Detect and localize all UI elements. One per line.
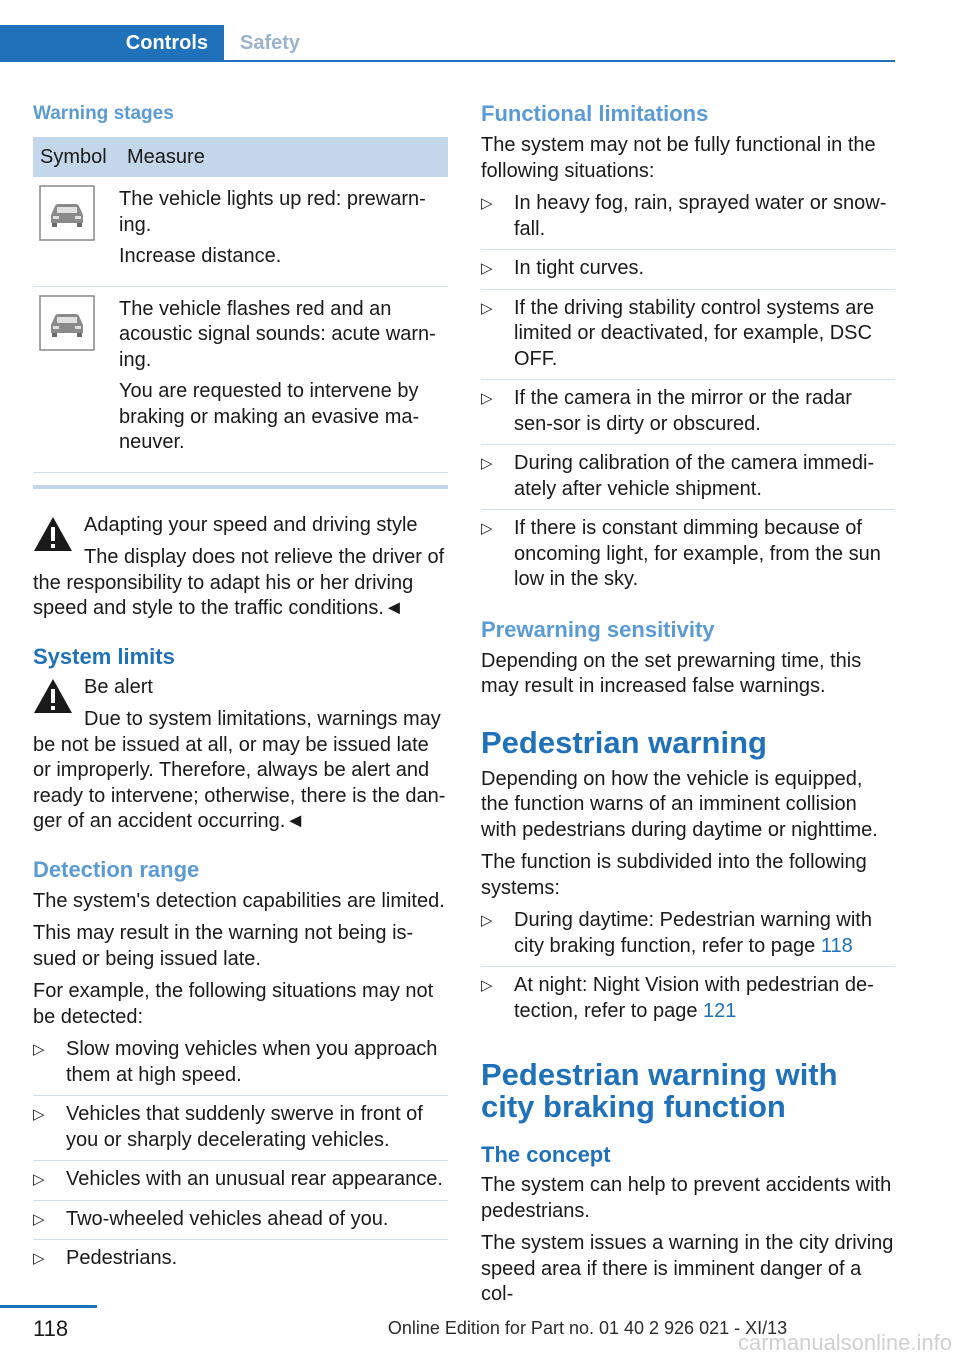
bullet-triangle-icon: ▷ [33, 1171, 45, 1188]
paragraph: The function is subdivided into the following systems: [481, 851, 867, 899]
warning-text: Due to system limitations, warnings may be not be issued at all, or may be issued late or improperly. Therefore, always be alert and ready to intervene; otherwise, there is the dan-ger of an accident occurring.◄ [33, 708, 446, 832]
bullet-triangle-icon: ▷ [481, 195, 493, 212]
list-item-text: If the camera in the mirror or the radar sen-sor is dirty or obscured. [514, 387, 852, 435]
paragraph: Depending on how the vehicle is equipped, the function warns of an imminent collision with pedestrians during daytime or nighttime. [481, 767, 878, 841]
measure-text: The vehicle flashes red and an acoustic signal sounds: acute warn-ing. [119, 297, 436, 371]
bullet-triangle-icon: ▷ [481, 260, 493, 277]
detection-list [33, 1037, 448, 1279]
paragraph: The system may not be fully functional in the following situations: [481, 134, 876, 182]
right-column [481, 100, 895, 1315]
page-link-118[interactable]: 118 [820, 934, 853, 957]
bullet-triangle-icon: ▷ [481, 520, 493, 537]
bullet-triangle-icon: ▷ [481, 977, 493, 994]
list-item [33, 1246, 448, 1279]
measure-text: You are requested to intervene by braking or making an evasive ma-neuver. [119, 380, 420, 453]
paragraph: For example, the following situations may not be detected: [33, 980, 434, 1028]
car-front-icon [39, 185, 95, 241]
detection-range-heading: Detection range [33, 856, 200, 882]
list-item [481, 973, 895, 1031]
left-column [33, 100, 448, 1285]
bullet-triangle-icon: ▷ [481, 390, 493, 407]
page-number: 118 [33, 1316, 69, 1341]
footer-rule [0, 1305, 97, 1308]
warning-be-alert [33, 675, 448, 835]
list-item [481, 296, 895, 381]
page-header [0, 25, 895, 62]
concept-heading: The concept [481, 1142, 611, 1167]
paragraph: Depending on the set prewarning time, this may result in increased false warnings. [481, 649, 862, 697]
bullet-triangle-icon: ▷ [481, 455, 493, 472]
prewarning-sensitivity-heading: Prewarning sensitivity [481, 616, 715, 642]
tab-safety[interactable]: Safety [224, 25, 895, 62]
list-item-text: At night: Night Vision with pedestrian de-tection, refer to page [514, 974, 874, 1022]
list-item [33, 1037, 448, 1096]
paragraph: The system issues a warning in the city driving speed area if there is imminent danger of a col- [481, 1232, 894, 1305]
list-item [33, 1207, 448, 1241]
functional-limitations-heading: Functional limitations [481, 101, 709, 126]
warning-text: The display does not relieve the driver of the responsibility to adapt his or her driving speed and style to the traffic conditions.◄ [33, 546, 445, 619]
list-item-text: Vehicles with an unusual rear appearance. [66, 1168, 443, 1190]
measure-cell [119, 177, 448, 286]
bullet-triangle-icon: ▷ [33, 1106, 45, 1123]
warning-stages-table [33, 137, 448, 473]
city-braking-heading: Pedestrian warning with city braking function [481, 1057, 838, 1124]
list-item-text: If there is constant dimming because of oncoming light, for example, from the sun low in the sky. [514, 517, 881, 590]
header-rule [224, 60, 895, 62]
bullet-triangle-icon: ▷ [33, 1041, 45, 1058]
warning-triangle-icon [33, 516, 73, 552]
list-item-text: Two-wheeled vehicles ahead of you. [66, 1207, 389, 1230]
list-item [33, 1102, 448, 1161]
list-item-text: If the driving stability control systems are limited or deactivated, for example, DSC OFF. [514, 296, 875, 370]
list-item-text: Pedestrians. [66, 1247, 178, 1269]
measure-text: The vehicle lights up red: prewarn-ing. [119, 188, 426, 236]
list-item [481, 451, 895, 510]
paragraph: This may result in the warning not being is-sued or being issued late. [33, 922, 414, 970]
list-item-text: Vehicles that suddenly swerve in front of you or sharply decelerating vehicles. [66, 1103, 423, 1151]
table-row [33, 177, 448, 286]
list-item-text: During daytime: Pedestrian warning with city braking function, refer to page [514, 909, 872, 957]
list-item-text: In heavy fog, rain, sprayed water or snow-fall. [514, 192, 887, 240]
measure-column-header: Measure [119, 137, 448, 177]
warning-stages-heading: Warning stages [33, 103, 174, 124]
edition-note: Online Edition for Part no. 01 40 2 926 021 - XI/13 [387, 1318, 788, 1338]
car-front-icon [39, 295, 95, 351]
table-row [33, 286, 448, 472]
pedestrian-systems-list [481, 908, 895, 1031]
symbol-cell [33, 177, 119, 286]
warning-triangle-icon [33, 678, 73, 714]
list-item [481, 908, 895, 967]
list-item-text: In tight curves. [514, 257, 645, 279]
list-item [481, 386, 895, 445]
warning-title: Be alert [84, 675, 153, 698]
tab-controls[interactable]: Controls [0, 25, 224, 62]
pedestrian-warning-heading: Pedestrian warning [481, 724, 767, 760]
watermark: carmanualsonline.info [737, 1330, 952, 1355]
paragraph: The system's detection capabilities are limited. [33, 889, 445, 912]
system-limits-heading: System limits [33, 643, 175, 669]
list-item [33, 1167, 448, 1201]
page-link-121[interactable]: 121 [703, 999, 737, 1022]
list-item [481, 191, 895, 250]
bullet-triangle-icon: ▷ [481, 299, 493, 317]
measure-text: Increase distance. [119, 245, 282, 267]
bullet-triangle-icon: ▷ [33, 1210, 45, 1228]
paragraph: The system can help to prevent accidents with pedestrians. [481, 1174, 892, 1222]
warning-title: Adapting your speed and driving style [84, 513, 418, 536]
bullet-triangle-icon: ▷ [33, 1250, 45, 1267]
table-header-row [33, 137, 448, 177]
list-item [481, 516, 895, 600]
symbol-column-header: Symbol [33, 137, 119, 177]
list-item-text: During calibration of the camera immedi-ately after vehicle shipment. [514, 452, 875, 500]
warning-speed-style [33, 513, 448, 622]
list-item-text: Slow moving vehicles when you approach them at high speed. [66, 1038, 438, 1086]
list-item [481, 256, 895, 290]
measure-cell [119, 286, 448, 472]
functional-limitations-list [481, 191, 895, 600]
symbol-cell [33, 286, 119, 472]
bullet-triangle-icon: ▷ [481, 912, 493, 929]
